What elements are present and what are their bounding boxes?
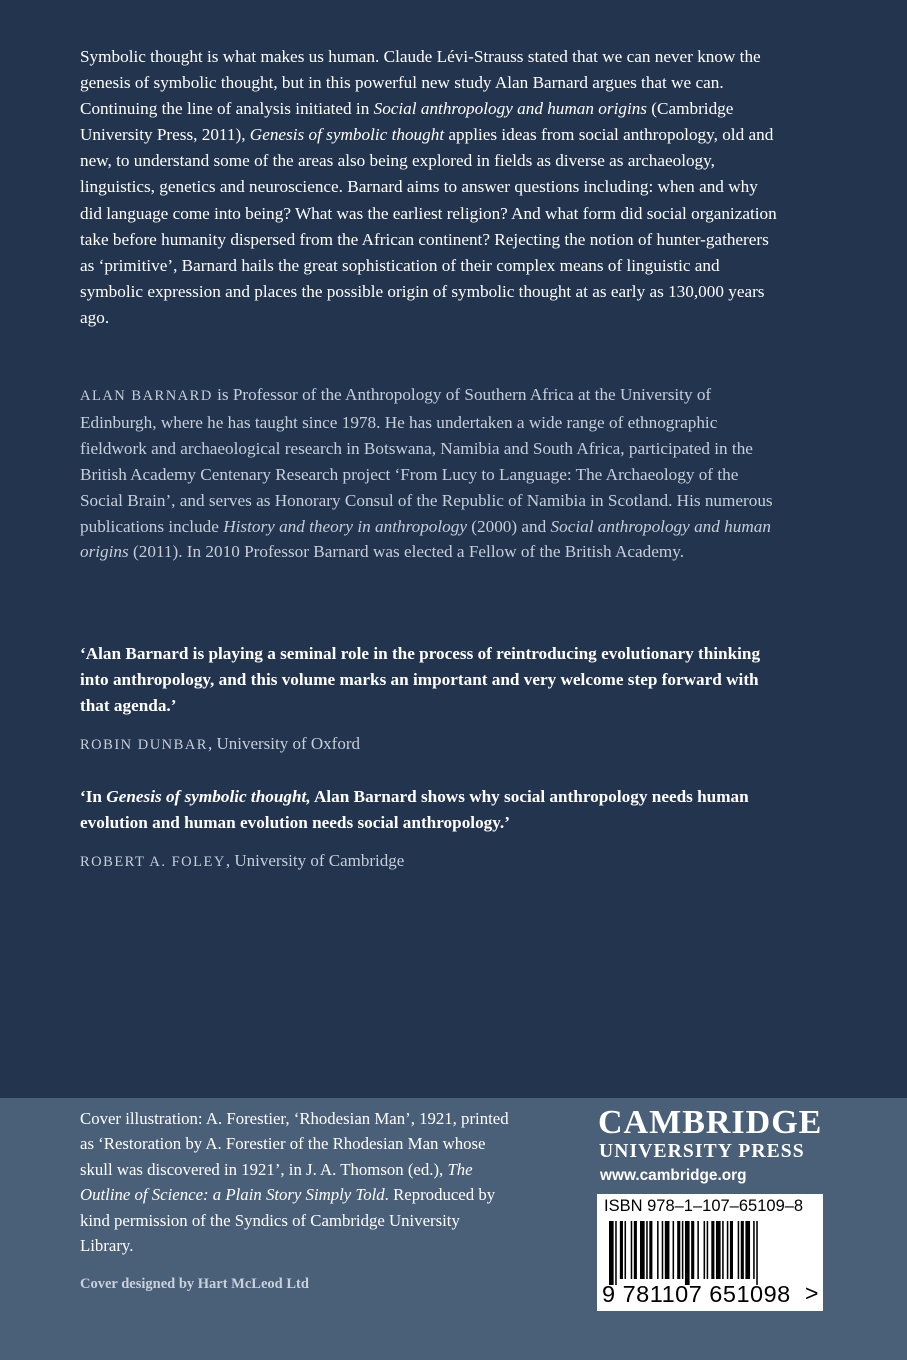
barcode-bar — [625, 1221, 627, 1279]
barcode-bar — [691, 1221, 694, 1279]
barcode-bar — [745, 1221, 750, 1279]
barcode-bar — [753, 1221, 755, 1279]
cover-illustration-credit: Cover illustration: A. Forestier, ‘Rhodesian Man’, 1921, printed as ‘Restoration by A. Forestier of the Rhodesian Man whose skull was discovered in 1921’, in J. A. Thomson (ed.), The Outline of Science: a Plain Story Simply Told. Reproduced by kind permission of the Syndics of Cambridge University Library. — [80, 1109, 509, 1256]
barcode-bar — [756, 1221, 758, 1285]
review-quote-foley: ‘In Genesis of symbolic thought, Alan Barnard shows why social anthropology needs human evolution and human evolution needs social anthropology.’ — [80, 787, 749, 833]
barcode-bar — [640, 1221, 645, 1279]
barcode-bar — [707, 1221, 709, 1279]
cover-designer-credit: Cover designed by Hart McLeod Ltd — [80, 1276, 309, 1292]
ean-quiet-zone-arrow: > — [805, 1280, 819, 1306]
barcode-bar — [609, 1221, 614, 1285]
barcode-bar — [704, 1221, 706, 1279]
isbn-label: ISBN 978–1–107–65109–8 — [604, 1197, 804, 1215]
ean-digits: 9 781107 651098 — [602, 1281, 791, 1307]
barcode-bar — [620, 1221, 623, 1279]
barcode-bar — [649, 1221, 652, 1279]
publisher-logo-name: CAMBRIDGE — [598, 1104, 823, 1141]
barcode-bar — [657, 1221, 659, 1279]
barcode-bar — [730, 1221, 733, 1279]
isbn-barcode — [597, 1194, 823, 1311]
publisher-logo-subtitle: UNIVERSITY PRESS — [599, 1141, 805, 1162]
book-blurb: Symbolic thought is what makes us human. Claude Lévi-Strauss stated that we can never know the genesis of symbolic thought, but in this powerful new study Alan Barnard argues that we can. Continuing the line of analysis initiated in Social anthropology and human origins (Cambridge University Press, 2011), Genesis of symbolic thought applies ideas from social anthropology, old and new, to understand some of the areas also being explored in fields as diverse as archaeology, linguistics, genetics and neuroscience. Barnard aims to answer questions including: when and why did language come into being? What was the earliest religion? And what form did social organization take before humanity dispersed from the African continent? Rejecting the notion of hunter-gatherers as ‘primitive’, Barnard hails the great sophistication of their complex means of linguistic and symbolic expression and places the possible origin of symbolic thought at as early as 130,000 years ago. — [80, 47, 777, 327]
barcode-bar — [662, 1221, 664, 1279]
review-quote-dunbar: ‘Alan Barnard is playing a seminal role in the process of reintroducing evolutionary thinking into anthropology, and this volume marks an important and very welcome step forward with that agenda.’ — [80, 644, 761, 716]
barcode-bar — [677, 1221, 680, 1279]
barcode-bar — [716, 1221, 721, 1279]
barcode-bar — [738, 1221, 740, 1279]
barcode-bar — [634, 1221, 637, 1279]
barcode-bar — [682, 1221, 684, 1279]
barcode-bar — [727, 1221, 729, 1279]
review-attribution-dunbar: ROBIN DUNBAR, University of Oxford — [80, 734, 360, 753]
barcode-bar — [646, 1221, 648, 1279]
barcode-bar — [697, 1221, 699, 1279]
barcode-bar — [722, 1221, 724, 1279]
barcode-bar — [711, 1221, 714, 1279]
publisher-url: www.cambridge.org — [600, 1167, 747, 1184]
barcode-bar — [685, 1221, 690, 1285]
barcode-bar — [615, 1221, 617, 1285]
barcode-bar — [673, 1221, 675, 1279]
barcode-bar — [631, 1221, 633, 1279]
author-bio: ALAN BARNARD is Professor of the Anthropology of Southern Africa at the University of Edinburgh, where he has taught since 1978. He has undertaken a wide range of ethnographic fieldwork and archaeological research in Botswana, Namibia and South Africa, participated in the British Academy Centenary Research project ‘From Lucy to Language: The Archaeology of the Social Brain’, and serves as Honorary Consul of the Republic of Namibia in Scotland. His numerous publications include History and theory in anthropology (2000) and Social anthropology and human origins (2011). In 2010 Professor Barnard was elected a Fellow of the British Academy. — [80, 385, 773, 562]
barcode-bar — [741, 1221, 744, 1279]
author-name: ALAN BARNARD — [80, 388, 213, 404]
barcode-bar — [665, 1221, 670, 1279]
review-attribution-foley: ROBERT A. FOLEY, University of Cambridge — [80, 851, 405, 870]
